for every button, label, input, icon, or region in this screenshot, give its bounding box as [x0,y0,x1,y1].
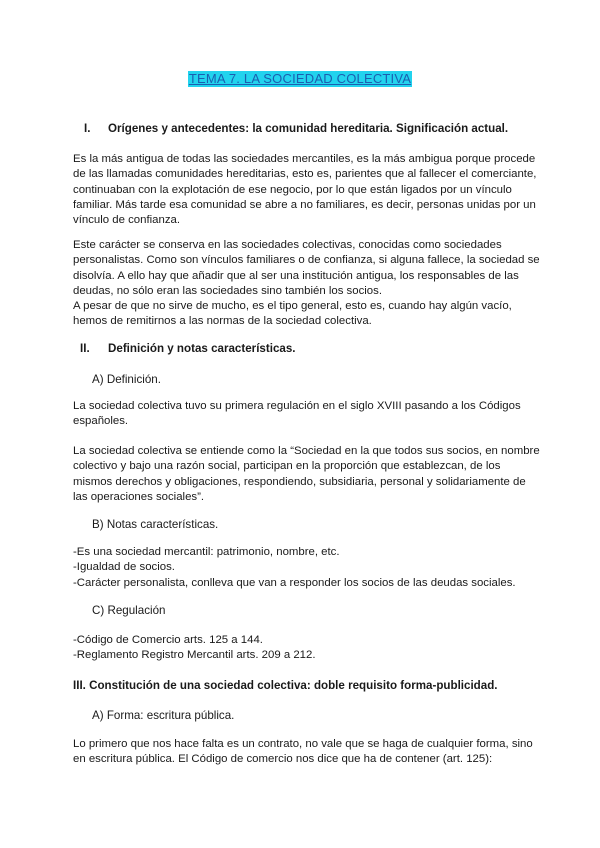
list-item: -Reglamento Registro Mercantil arts. 209 a 212. [73,649,316,662]
section-1-number: I. [84,122,91,135]
notes-list [73,545,533,591]
text-line: La sociedad colectiva se entiende como la “Sociedad en la que todos sus socios, en nombre [73,445,540,457]
page-title: TEMA 7. LA SOCIEDAD COLECTIVA [188,71,412,86]
subheading-notas: B) Notas características. [92,518,219,531]
text-line: de las llamadas comunidades hereditarias, esto es, parientes que al fallecer el comerciante, [73,168,537,181]
text-line: Lo primero que nos hace falta es un contrato, no vale que se haga de cualquier forma, sino [73,738,533,750]
regulation-list [73,633,533,664]
list-item: -Igualdad de socios. [73,561,175,574]
section-3-heading: III. Constitución de una sociedad colectiva: doble requisito forma-publicidad. [73,679,498,692]
subheading-forma: A) Forma: escritura pública. [92,709,235,722]
text-line: Este carácter se conserva en las sociedades colectivas, conocidas como sociedades [73,239,502,251]
section-1-paragraph-2 [73,238,540,330]
subheading-regulacion: C) Regulación [92,604,166,617]
subheading-definicion: A) Definición. [92,373,161,386]
text-line: familiar. Más tarde esa comunidad se abre a no familiares, es decir, personas unidas por un [73,198,536,211]
section-1-title: Orígenes y antecedentes: la comunidad hereditaria. Significación actual. [108,122,509,135]
section-2-heading [80,341,296,356]
text-line: personalistas. Como son vínculos familiares o de confianza, si alguna fallece, la sociedad se [73,254,540,267]
section-1-paragraph-1 [73,152,537,228]
text-line: Es la más antigua de todas las sociedades mercantiles, es la más ambigua porque procede [73,153,536,165]
text-line: disolvía. A ello hay que añadir que al ser una institución antigua, los responsables de las [73,269,519,282]
section-2-paragraph-1 [73,399,533,430]
list-item: -Carácter personalista, conlleva que van a responder los socios de las deudas sociales. [73,576,516,589]
text-line: A pesar de que no sirve de mucho, es el tipo general, esto es, cuando hay algún vacío, [73,300,512,313]
section-2-title: Definición y notas características. [108,342,296,355]
section-3-paragraph [73,737,533,768]
text-line: en escritura pública. El Código de comercio nos dice que ha de contener (art. 125): [73,753,493,766]
text-line: españoles. [73,415,129,428]
text-line: hemos de remitirnos a las normas de la sociedad colectiva. [73,315,372,328]
section-2-number: II. [80,342,90,355]
text-line: La sociedad colectiva tuvo su primera regulación en el siglo XVIII pasando a los Códigos [73,400,521,412]
section-2-paragraph-2 [73,444,540,505]
list-item: -Código de Comercio arts. 125 a 144. [73,634,263,646]
text-line: vínculo de confianza. [73,214,181,227]
list-item: -Es una sociedad mercantil: patrimonio, nombre, etc. [73,546,340,558]
text-line: mismos derechos y obligaciones, respondiendo, subsidiaria, personal y solidariamente de [73,475,526,488]
text-line: colectivo y bajo una razón social, participan en la proporción que establezcan, de los [73,460,501,473]
text-line: continuaban con la explotación de ese negocio, por lo que están ligados por un vínculo [73,183,512,196]
section-1-heading [84,121,508,136]
text-line: deudas, no sólo eran las sociedades sino también los socios. [73,284,382,297]
title-wrap [0,70,600,88]
text-line: las operaciones sociales”. [73,490,205,503]
